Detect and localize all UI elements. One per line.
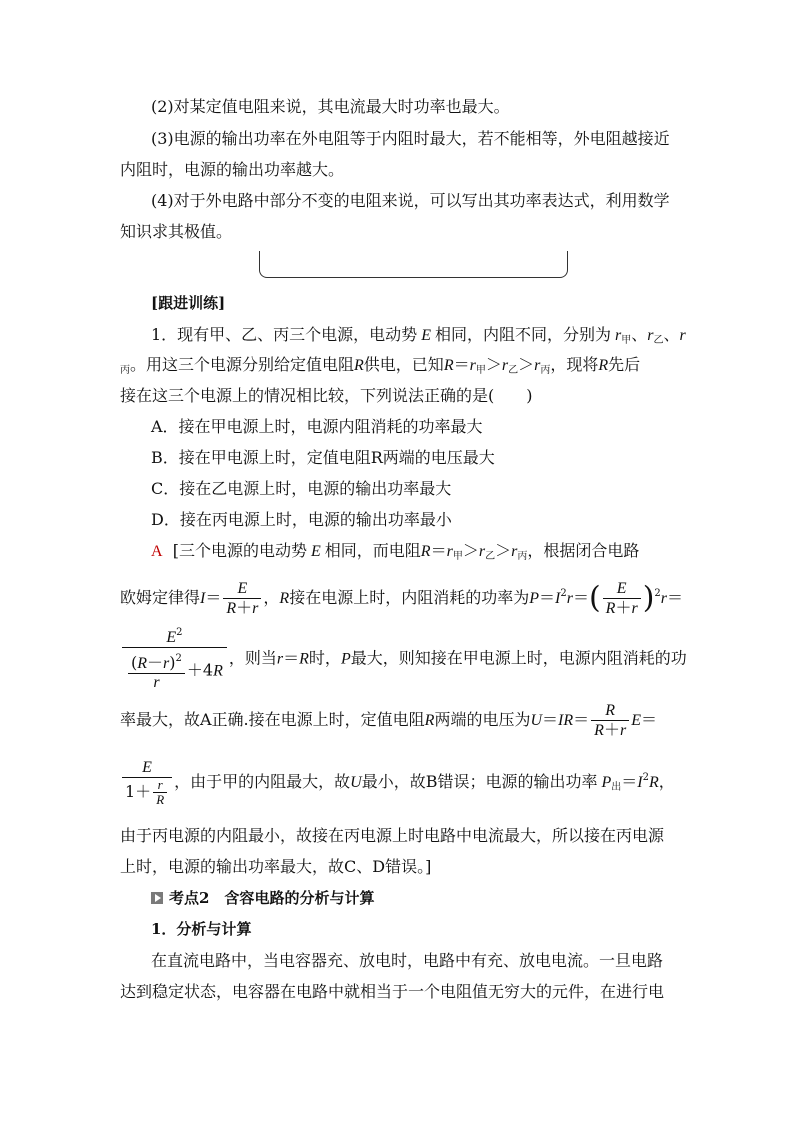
summary-point-2: (2)对某定值电阻来说，其电流最大时功率也最大。 <box>151 97 510 116</box>
sol-text-3c: 最大，则知接在甲电源上时，电源内阻消耗的功 <box>350 648 687 668</box>
sol-text-2c: 接在电源上时，内阻消耗的功率为 <box>289 588 530 607</box>
section-title: 考点2 含容电路的分析与计算 <box>169 889 375 907</box>
solution-line5: E 1＋ $\frac{r}{R}$ ，由于甲的内阻最大，故U最小，故B错误；电源的输出功率 $P_出=I^2R$， <box>120 748 675 808</box>
summary-point-3-line1: (3)电源的输出功率在外电阻等于内阻时最大，若不能相等，外电阻越接近 <box>151 129 670 148</box>
solution-line3: $E^2$ $\frac{(R-r)^2}{r}$ ＋4R ，则当r＝R时，P最大，则知接在甲电源上时，电源内阻消耗的功 <box>120 624 687 690</box>
solution-line4: 率最大，故A正确.接在电源上时，定值电阻R两端的电压为U＝IR＝ $\frac{R}{R+r}$ E＝ <box>120 701 657 739</box>
sol-text-3a: ，则当 <box>228 648 277 668</box>
section-body-line1: 在直流电路中，当电容器充、放电时，电路中有充、放电电流。一旦电路 <box>151 951 664 970</box>
q1-text-b: 相同，内阻不同，分别为 <box>434 325 611 344</box>
solution-line1: A [三个电源的电动势 E 相同，而电阻$R=r_甲>r_乙>r_丙$，根据闭合电路 <box>151 541 640 562</box>
section-divider-bracket <box>259 251 568 278</box>
sol-text-3b: 时， <box>308 648 341 668</box>
solution-line7: 上时，电源的输出功率最大，故C、D错误。] <box>120 857 432 876</box>
solution-line2: 欧姆定律得I＝ $\frac{E}{R+r}$ ，R接在电源上时，内阻消耗的功率为$P=I^2r=$( $\frac{E}{R+r}$ )$^2$r＝ <box>120 579 684 617</box>
play-triangle-icon <box>151 892 163 904</box>
option-b: B．接在甲电源上时，定值电阻R两端的电压最大 <box>151 448 495 467</box>
section-body-line2: 达到稳定状态，电容器在电路中就相当于一个电阻值无穷大的元件，在进行电 <box>120 982 665 1001</box>
sol-text-4b: 两端的电压为 <box>434 710 531 729</box>
question-1-line3: 接在这三个电源上的情况相比较，下列说法正确的是( ) <box>120 386 533 405</box>
answer-letter: A <box>151 543 163 560</box>
subsection-heading: 1．分析与计算 <box>151 920 252 938</box>
q1-text-d: 供电，已知 <box>363 355 444 374</box>
sol-text-1a: [三个电源的电动势 <box>172 541 307 560</box>
solution-line6: 由于丙电源的内阻最小，故接在丙电源上时电路中电流最大，所以接在丙电源 <box>120 826 665 845</box>
summary-point-4-line1: (4)对于外电路中部分不变的电阻来说，可以写出其功率表达式，利用数学 <box>151 191 670 210</box>
question-1-line2: $_丙$。用这三个电源分别给定值电阻R供电，已知$R=r_甲>r_乙>r_丙$，现将R先后 <box>120 355 641 376</box>
option-a: A．接在甲电源上时，电源内阻消耗的功率最大 <box>151 417 483 436</box>
sol-text-5a: ，由于甲的内阻最大，故 <box>174 772 351 791</box>
summary-point-4-line2: 知识求其极值。 <box>120 222 233 241</box>
q1-text-e: ，现将 <box>550 355 599 374</box>
sol-text-2b: ， <box>263 588 280 607</box>
q1-text-a: 1．现有甲、乙、丙三个电源，电动势 <box>151 325 418 344</box>
option-c: C．接在乙电源上时，电源的输出功率最大 <box>151 479 452 498</box>
sol-text-2a: 欧姆定律得 <box>120 588 201 607</box>
q1-text-f: 先后 <box>608 355 641 374</box>
sol-text-1c: ，根据闭合电路 <box>527 541 640 560</box>
option-d: D．接在丙电源上时，电源的输出功率最小 <box>151 510 452 529</box>
sol-text-1b: 相同，而电阻 <box>324 541 421 560</box>
sol-text-4a: 率最大，故A正确.接在电源上时，定值电阻 <box>120 710 425 729</box>
sol-text-5b: 最小，故B错误；电源的输出功率 <box>361 772 598 791</box>
section-heading <box>151 887 374 909</box>
question-1-line1: 1．现有甲、乙、丙三个电源，电动势 E 相同，内阻不同，分别为 $r_甲$、$r_乙$、r <box>151 325 686 346</box>
q1-text-c: 。用这三个电源分别给定值电阻 <box>130 355 355 374</box>
training-heading: [跟进训练] <box>151 294 226 312</box>
summary-point-3-line2: 内阻时，电源的输出功率越大。 <box>120 160 345 179</box>
